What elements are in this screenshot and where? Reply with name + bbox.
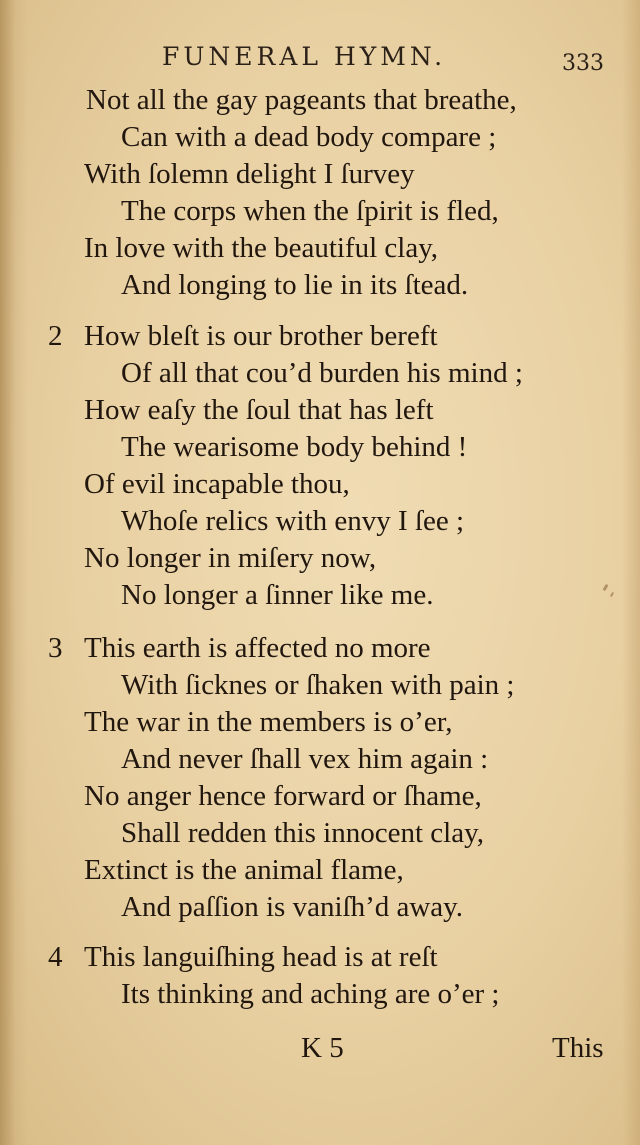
verse-line: With ſolemn delight I ſurvey <box>84 158 415 190</box>
verse-line: Extinct is the animal flame, <box>84 854 404 886</box>
verse-line: No anger hence forward or ſhame, <box>84 780 482 812</box>
catchword: This <box>552 1032 604 1064</box>
signature-mark: K 5 <box>301 1032 344 1064</box>
verse-line: No longer a ſinner like me. <box>121 579 434 611</box>
verse-line: In love with the beautiful clay, <box>84 232 439 264</box>
gutter-shadow <box>0 0 28 1145</box>
verse-line: Of all that cou’d burden his mind ; <box>121 357 523 389</box>
verse-line: No longer in miſery now, <box>84 542 377 574</box>
verse-line: Its thinking and aching are o’er ; <box>121 978 500 1010</box>
verse-line: How bleſt is our brother bereft <box>84 320 438 352</box>
verse-line: And longing to lie in its ſtead. <box>121 269 469 301</box>
verse-line: Whoſe relics with envy I ſee ; <box>121 505 465 537</box>
verse-line: With ſicknes or ſhaken with pain ; <box>121 669 515 701</box>
verse-line: The wearisome body behind ! <box>121 431 468 463</box>
running-title: FUNERAL HYMN. <box>162 42 447 71</box>
page-edge <box>622 0 640 1145</box>
verse-line: And paſſion is vaniſh’d away. <box>121 891 464 923</box>
verse-line: The war in the members is o’er, <box>84 706 453 738</box>
verse-line: Of evil incapable thou, <box>84 468 350 500</box>
verse-line: Not all the gay pageants that breathe, <box>86 84 517 116</box>
page-number: 333 <box>562 51 604 76</box>
paper-speck <box>602 584 608 592</box>
verse-line: How eaſy the ſoul that has left <box>84 394 434 426</box>
verse-line: And never ſhall vex him again : <box>121 743 489 775</box>
paper-speck <box>610 592 614 597</box>
page-header <box>0 42 640 82</box>
page-footer <box>0 1032 640 1072</box>
verse-line: The corps when the ſpirit is fled, <box>121 195 499 227</box>
stanza-number: 2 <box>48 320 63 352</box>
verse-line: Shall redden this innocent clay, <box>121 817 484 849</box>
verse-line: Can with a dead body compare ; <box>121 121 497 153</box>
verse-line: This earth is affected no more <box>84 632 431 664</box>
verse-line: This languiſhing head is at reſt <box>84 941 438 973</box>
stanza-number: 4 <box>48 941 63 973</box>
stanza-number: 3 <box>48 632 63 664</box>
